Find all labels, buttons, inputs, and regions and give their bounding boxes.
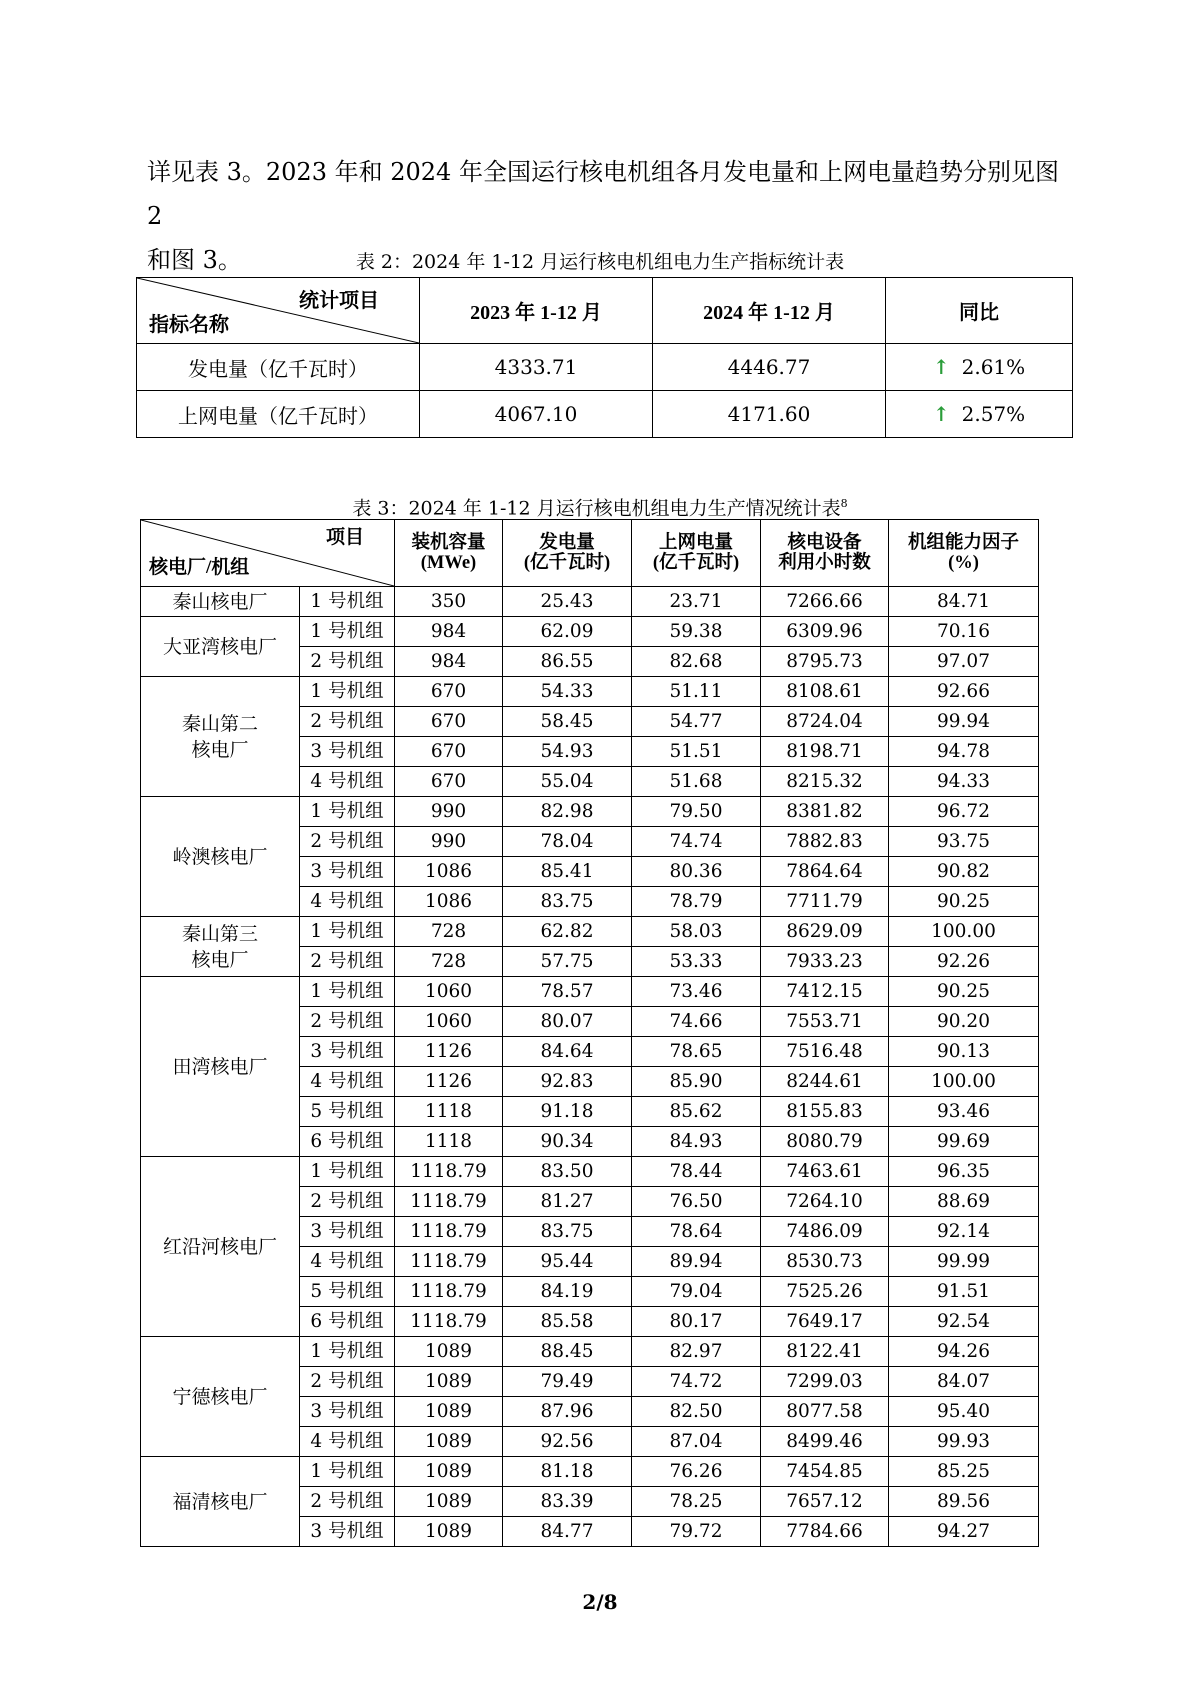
cell-capacity: 1086: [395, 887, 503, 917]
cell-grid: 80.36: [632, 857, 761, 887]
cell-unit: 1 号机组: [300, 797, 395, 827]
cell-factor: 85.25: [889, 1457, 1039, 1487]
cell-unit: 3 号机组: [300, 857, 395, 887]
table2-header-row: [137, 278, 1073, 344]
cell-hours: 6309.96: [761, 617, 889, 647]
cell-capacity: 1089: [395, 1337, 503, 1367]
cell-grid: 78.25: [632, 1487, 761, 1517]
table2-diag-top: 统计项目: [299, 288, 379, 312]
paragraph-line-2: 和图 3。: [147, 246, 242, 274]
cell-hours: 7784.66: [761, 1517, 889, 1547]
cell-gen: 79.49: [503, 1367, 632, 1397]
cell-unit: 4 号机组: [300, 1427, 395, 1457]
cell-gen: 57.75: [503, 947, 632, 977]
cell-hours: 7412.15: [761, 977, 889, 1007]
cell-unit: 4 号机组: [300, 767, 395, 797]
cell-gen: 81.18: [503, 1457, 632, 1487]
cell-hours: 7553.71: [761, 1007, 889, 1037]
cell-hours: 7882.83: [761, 827, 889, 857]
cell-capacity: 1118.79: [395, 1307, 503, 1337]
table3-unit-production: [140, 519, 1039, 1547]
cell-hours: 8122.41: [761, 1337, 889, 1367]
cell-grid: 74.66: [632, 1007, 761, 1037]
cell-grid: 85.62: [632, 1097, 761, 1127]
cell-gen: 85.41: [503, 857, 632, 887]
cell-hours: 7864.64: [761, 857, 889, 887]
cell-factor: 92.26: [889, 947, 1039, 977]
arrow-up-icon: ↑: [932, 402, 950, 426]
indicator-name: 上网电量（亿千瓦时）: [137, 391, 420, 438]
cell-unit: 5 号机组: [300, 1277, 395, 1307]
cell-factor: 99.94: [889, 707, 1039, 737]
cell-unit: 1 号机组: [300, 1157, 395, 1187]
cell-grid: 76.50: [632, 1187, 761, 1217]
cell-unit: 4 号机组: [300, 1247, 395, 1277]
cell-grid: 82.50: [632, 1397, 761, 1427]
cell-hours: 7525.26: [761, 1277, 889, 1307]
table2-row: [137, 344, 1073, 391]
cell-hours: 8795.73: [761, 647, 889, 677]
cell-capacity: 1118.79: [395, 1277, 503, 1307]
table-row: [141, 1337, 1039, 1367]
cell-factor: 70.16: [889, 617, 1039, 647]
cell-grid: 59.38: [632, 617, 761, 647]
cell-grid: 79.50: [632, 797, 761, 827]
cell-capacity: 1118.79: [395, 1187, 503, 1217]
table3-caption: [0, 492, 1200, 520]
cell-gen: 54.93: [503, 737, 632, 767]
cell-capacity: 990: [395, 827, 503, 857]
cell-gen: 58.45: [503, 707, 632, 737]
cell-unit: 1 号机组: [300, 1457, 395, 1487]
cell-grid: 53.33: [632, 947, 761, 977]
cell-grid: 23.71: [632, 587, 761, 617]
cell-capacity: 1118: [395, 1097, 503, 1127]
value-2024: 4446.77: [653, 344, 886, 391]
cell-unit: 1 号机组: [300, 617, 395, 647]
cell-capacity: 670: [395, 737, 503, 767]
cell-gen: 86.55: [503, 647, 632, 677]
cell-gen: 91.18: [503, 1097, 632, 1127]
col-grid-l1: 上网电量: [658, 533, 733, 553]
cell-capacity: 670: [395, 767, 503, 797]
cell-grid: 80.17: [632, 1307, 761, 1337]
plant-name-line1: 秦山核电厂: [172, 590, 268, 613]
cell-grid: 74.74: [632, 827, 761, 857]
cell-grid: 89.94: [632, 1247, 761, 1277]
cell-capacity: 984: [395, 647, 503, 677]
paragraph-line-1: 详见表 3。2023 年和 2024 年全国运行核电机组各月发电量和上网电量趋势分别见图 2: [147, 158, 1059, 230]
cell-grid: 78.44: [632, 1157, 761, 1187]
plant-name: [141, 617, 300, 677]
table2-col-2024: 2024 年 1-12 月: [653, 278, 886, 344]
cell-grid: 54.77: [632, 707, 761, 737]
plant-name-line1: 岭澳核电厂: [172, 845, 268, 868]
cell-grid: 85.90: [632, 1067, 761, 1097]
cell-unit: 1 号机组: [300, 677, 395, 707]
cell-gen: 78.57: [503, 977, 632, 1007]
cell-grid: 84.93: [632, 1127, 761, 1157]
cell-gen: 84.19: [503, 1277, 632, 1307]
cell-unit: 1 号机组: [300, 917, 395, 947]
cell-grid: 51.11: [632, 677, 761, 707]
cell-capacity: 1089: [395, 1487, 503, 1517]
table2-caption: 表 2：2024 年 1-12 月运行核电机组电力生产指标统计表: [355, 251, 845, 273]
col-generation-l2: (亿千瓦时): [523, 553, 611, 573]
cell-grid: 58.03: [632, 917, 761, 947]
cell-unit: 3 号机组: [300, 1217, 395, 1247]
cell-gen: 25.43: [503, 587, 632, 617]
cell-factor: 90.20: [889, 1007, 1039, 1037]
col-grid: [632, 520, 761, 587]
cell-unit: 2 号机组: [300, 1007, 395, 1037]
cell-unit: 1 号机组: [300, 977, 395, 1007]
cell-unit: 3 号机组: [300, 737, 395, 767]
cell-capacity: 728: [395, 917, 503, 947]
col-generation-l1: 发电量: [539, 533, 595, 553]
cell-factor: 94.27: [889, 1517, 1039, 1547]
table2-row: [137, 391, 1073, 438]
cell-factor: 96.35: [889, 1157, 1039, 1187]
table3-diag-bottom: 核电厂/机组: [149, 557, 250, 578]
col-generation: [503, 520, 632, 587]
cell-hours: 7299.03: [761, 1367, 889, 1397]
table2-power-indicators: [136, 277, 1073, 438]
col-capacity: [395, 520, 503, 587]
table3-diagonal-header: [141, 520, 395, 587]
cell-unit: 3 号机组: [300, 1397, 395, 1427]
cell-hours: 8077.58: [761, 1397, 889, 1427]
cell-capacity: 350: [395, 587, 503, 617]
cell-grid: 78.65: [632, 1037, 761, 1067]
col-capacity-l1: 装机容量: [411, 533, 486, 553]
table3-caption-text: 表 3：2024 年 1-12 月运行核电机组电力生产情况统计表: [352, 497, 841, 520]
cell-gen: 84.77: [503, 1517, 632, 1547]
cell-hours: 8215.32: [761, 767, 889, 797]
plant-name: [141, 587, 300, 617]
cell-gen: 54.33: [503, 677, 632, 707]
cell-gen: 92.56: [503, 1427, 632, 1457]
yoy-value: 2.57%: [961, 402, 1026, 426]
cell-grid: 79.04: [632, 1277, 761, 1307]
cell-factor: 97.07: [889, 647, 1039, 677]
plant-name: [141, 1457, 300, 1547]
yoy-cell: [886, 391, 1073, 438]
cell-hours: 8244.61: [761, 1067, 889, 1097]
cell-unit: 3 号机组: [300, 1037, 395, 1067]
cell-factor: 96.72: [889, 797, 1039, 827]
cell-factor: 88.69: [889, 1187, 1039, 1217]
cell-grid: 79.72: [632, 1517, 761, 1547]
cell-grid: 51.68: [632, 767, 761, 797]
col-hours-l2: 利用小时数: [778, 553, 871, 573]
table-row: [141, 617, 1039, 647]
page-number: 2/8: [582, 1590, 618, 1614]
cell-capacity: 670: [395, 707, 503, 737]
arrow-up-icon: ↑: [932, 355, 950, 379]
cell-unit: 2 号机组: [300, 647, 395, 677]
cell-gen: 82.98: [503, 797, 632, 827]
cell-factor: 94.33: [889, 767, 1039, 797]
cell-gen: 85.58: [503, 1307, 632, 1337]
cell-factor: 94.26: [889, 1337, 1039, 1367]
plant-name-line1: 福清核电厂: [172, 1490, 268, 1513]
cell-gen: 81.27: [503, 1187, 632, 1217]
cell-factor: 90.25: [889, 887, 1039, 917]
cell-capacity: 1089: [395, 1367, 503, 1397]
table-row: [141, 917, 1039, 947]
plant-name-line1: 宁德核电厂: [172, 1385, 268, 1408]
cell-hours: 7454.85: [761, 1457, 889, 1487]
cell-hours: 7516.48: [761, 1037, 889, 1067]
table-row: [141, 587, 1039, 617]
value-2023: 4067.10: [420, 391, 653, 438]
table-row: [141, 1457, 1039, 1487]
table3-diag-top: 项目: [325, 527, 364, 548]
cell-grid: 82.68: [632, 647, 761, 677]
cell-unit: 2 号机组: [300, 707, 395, 737]
cell-capacity: 728: [395, 947, 503, 977]
cell-grid: 76.26: [632, 1457, 761, 1487]
footnote-mark: 8: [840, 497, 848, 510]
cell-capacity: 1086: [395, 857, 503, 887]
cell-unit: 2 号机组: [300, 947, 395, 977]
cell-hours: 7657.12: [761, 1487, 889, 1517]
cell-grid: 51.51: [632, 737, 761, 767]
cell-capacity: 1089: [395, 1397, 503, 1427]
table3-header-row: [141, 520, 1039, 587]
table2-col-2023: 2023 年 1-12 月: [420, 278, 653, 344]
cell-capacity: 1089: [395, 1427, 503, 1457]
cell-hours: 8530.73: [761, 1247, 889, 1277]
plant-name: [141, 797, 300, 917]
cell-gen: 62.09: [503, 617, 632, 647]
col-hours-l1: 核电设备: [787, 533, 862, 553]
cell-unit: 6 号机组: [300, 1307, 395, 1337]
cell-grid: 87.04: [632, 1427, 761, 1457]
cell-gen: 80.07: [503, 1007, 632, 1037]
cell-grid: 78.64: [632, 1217, 761, 1247]
cell-factor: 99.93: [889, 1427, 1039, 1457]
cell-factor: 90.82: [889, 857, 1039, 887]
col-factor-l2: (%): [948, 553, 979, 573]
table-row: [141, 677, 1039, 707]
plant-name-line1: 秦山第二: [181, 712, 258, 735]
cell-hours: 8080.79: [761, 1127, 889, 1157]
col-factor: [889, 520, 1039, 587]
plant-name-line1: 田湾核电厂: [172, 1055, 268, 1078]
value-2023: 4333.71: [420, 344, 653, 391]
cell-hours: 8155.83: [761, 1097, 889, 1127]
cell-capacity: 1126: [395, 1037, 503, 1067]
cell-hours: 7486.09: [761, 1217, 889, 1247]
cell-grid: 73.46: [632, 977, 761, 1007]
cell-capacity: 1089: [395, 1457, 503, 1487]
yoy-cell: [886, 344, 1073, 391]
table-row: [141, 797, 1039, 827]
cell-unit: 4 号机组: [300, 887, 395, 917]
cell-capacity: 1118.79: [395, 1157, 503, 1187]
cell-gen: 92.83: [503, 1067, 632, 1097]
cell-unit: 6 号机组: [300, 1127, 395, 1157]
cell-factor: 84.71: [889, 587, 1039, 617]
cell-capacity: 1060: [395, 977, 503, 1007]
cell-capacity: 1089: [395, 1517, 503, 1547]
cell-unit: 2 号机组: [300, 827, 395, 857]
cell-factor: 99.69: [889, 1127, 1039, 1157]
plant-name: [141, 1157, 300, 1337]
cell-unit: 4 号机组: [300, 1067, 395, 1097]
cell-factor: 92.14: [889, 1217, 1039, 1247]
cell-factor: 84.07: [889, 1367, 1039, 1397]
cell-capacity: 1118.79: [395, 1247, 503, 1277]
col-grid-l2: (亿千瓦时): [652, 553, 740, 573]
cell-gen: 83.39: [503, 1487, 632, 1517]
cell-factor: 100.00: [889, 917, 1039, 947]
cell-grid: 74.72: [632, 1367, 761, 1397]
table-row: [141, 1157, 1039, 1187]
col-capacity-l2: (MWe): [420, 553, 477, 573]
cell-gen: 83.75: [503, 1217, 632, 1247]
plant-name: [141, 677, 300, 797]
table2-col-yoy: 同比: [886, 278, 1073, 344]
table-row: [141, 977, 1039, 1007]
cell-factor: 93.75: [889, 827, 1039, 857]
cell-capacity: 1118: [395, 1127, 503, 1157]
value-2024: 4171.60: [653, 391, 886, 438]
yoy-value: 2.61%: [961, 355, 1026, 379]
plant-name: [141, 1337, 300, 1457]
cell-factor: 94.78: [889, 737, 1039, 767]
cell-hours: 8499.46: [761, 1427, 889, 1457]
plant-name-line1: 红沿河核电厂: [162, 1235, 277, 1258]
cell-factor: 91.51: [889, 1277, 1039, 1307]
cell-hours: 8198.71: [761, 737, 889, 767]
cell-gen: 83.50: [503, 1157, 632, 1187]
cell-factor: 100.00: [889, 1067, 1039, 1097]
cell-gen: 87.96: [503, 1397, 632, 1427]
cell-hours: 7711.79: [761, 887, 889, 917]
cell-capacity: 990: [395, 797, 503, 827]
cell-unit: 5 号机组: [300, 1097, 395, 1127]
cell-hours: 7933.23: [761, 947, 889, 977]
cell-hours: 7649.17: [761, 1307, 889, 1337]
cell-gen: 95.44: [503, 1247, 632, 1277]
cell-grid: 78.79: [632, 887, 761, 917]
cell-capacity: 670: [395, 677, 503, 707]
cell-gen: 62.82: [503, 917, 632, 947]
cell-gen: 55.04: [503, 767, 632, 797]
plant-name-line2: 核电厂: [191, 948, 249, 971]
cell-factor: 93.46: [889, 1097, 1039, 1127]
cell-hours: 8629.09: [761, 917, 889, 947]
plant-name: [141, 977, 300, 1157]
col-hours: [761, 520, 889, 587]
cell-unit: 1 号机组: [300, 1337, 395, 1367]
cell-capacity: 984: [395, 617, 503, 647]
plant-name-line2: 核电厂: [191, 738, 249, 761]
plant-name: [141, 917, 300, 977]
col-factor-l1: 机组能力因子: [907, 533, 1019, 553]
cell-unit: 2 号机组: [300, 1367, 395, 1397]
cell-factor: 99.99: [889, 1247, 1039, 1277]
cell-unit: 1 号机组: [300, 587, 395, 617]
cell-hours: 8724.04: [761, 707, 889, 737]
plant-name-line1: 秦山第三: [181, 922, 258, 945]
cell-factor: 90.13: [889, 1037, 1039, 1067]
cell-grid: 82.97: [632, 1337, 761, 1367]
table2-diag-bottom: 指标名称: [149, 312, 229, 336]
table2-diagonal-header: [137, 278, 420, 344]
cell-hours: 8108.61: [761, 677, 889, 707]
cell-capacity: 1060: [395, 1007, 503, 1037]
plant-name-line1: 大亚湾核电厂: [162, 635, 277, 658]
cell-factor: 90.25: [889, 977, 1039, 1007]
cell-gen: 83.75: [503, 887, 632, 917]
cell-capacity: 1126: [395, 1067, 503, 1097]
cell-capacity: 1118.79: [395, 1217, 503, 1247]
cell-hours: 7264.10: [761, 1187, 889, 1217]
cell-gen: 84.64: [503, 1037, 632, 1067]
cell-hours: 8381.82: [761, 797, 889, 827]
cell-gen: 78.04: [503, 827, 632, 857]
cell-hours: 7463.61: [761, 1157, 889, 1187]
cell-unit: 2 号机组: [300, 1487, 395, 1517]
cell-unit: 3 号机组: [300, 1517, 395, 1547]
cell-factor: 89.56: [889, 1487, 1039, 1517]
cell-factor: 92.66: [889, 677, 1039, 707]
cell-hours: 7266.66: [761, 587, 889, 617]
cell-gen: 90.34: [503, 1127, 632, 1157]
indicator-name: 发电量（亿千瓦时）: [137, 344, 420, 391]
cell-gen: 88.45: [503, 1337, 632, 1367]
cell-unit: 2 号机组: [300, 1187, 395, 1217]
cell-factor: 95.40: [889, 1397, 1039, 1427]
cell-factor: 92.54: [889, 1307, 1039, 1337]
